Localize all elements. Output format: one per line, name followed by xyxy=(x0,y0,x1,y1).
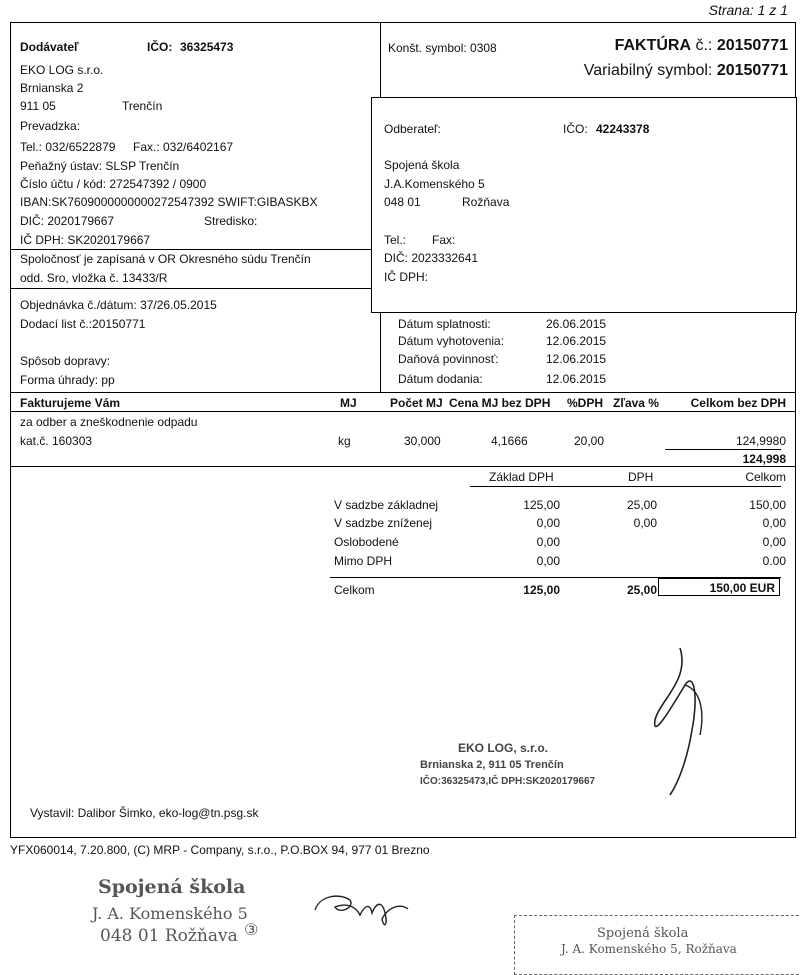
summary-total-vat: 25,00 xyxy=(626,583,657,597)
var-symbol-label: Variabilný symbol: xyxy=(583,62,713,79)
register-line-2: odd. Sro, vložka č. 13433/R xyxy=(20,271,168,285)
summary-row-vat: 25,00 xyxy=(626,498,657,512)
customer-zip: 048 01 xyxy=(384,195,421,209)
item-desc-2: kat.č. 160303 xyxy=(20,434,93,448)
customer-stamp-mark: ③ xyxy=(244,920,259,939)
summary-col-total: Celkom xyxy=(745,470,786,484)
supplier-ico-label: IČO: xyxy=(147,40,173,54)
summary-row-label: Oslobodené xyxy=(334,535,399,549)
customer-icdph: IČ DPH: xyxy=(384,270,429,284)
total-amount-box xyxy=(658,578,780,596)
var-symbol-line xyxy=(584,62,788,80)
invoice-number: 20150771 xyxy=(716,37,788,54)
supplier-iban: IBAN:SK7609000000000272547392 SWIFT:GIBASKBX xyxy=(20,195,318,209)
items-header-qty: Počet MJ xyxy=(390,396,443,410)
customer-ico: 42243378 xyxy=(596,122,650,136)
summary-total-base: 125,00 xyxy=(523,583,560,597)
customer-label: Odberateľ: xyxy=(384,122,441,136)
page-label: Strana: 1 z 1 xyxy=(708,2,788,18)
supplier-fax: Fax.: 032/6402167 xyxy=(133,140,234,154)
transport: Spôsob dopravy: xyxy=(20,354,111,368)
var-symbol: 20150771 xyxy=(716,62,788,79)
invoice-title: FAKTÚRA xyxy=(614,37,692,54)
total-amount: 150,00 EUR xyxy=(709,581,775,595)
date-label: Daňová povinnosť: xyxy=(398,352,499,366)
summary-row-total: 150,00 xyxy=(749,498,786,512)
date-value: 26.06.2015 xyxy=(546,317,607,331)
summary-row-vat: 0,00 xyxy=(633,516,657,530)
supplier-name: EKO LOG s.r.o. xyxy=(20,63,104,77)
konst-symbol: Konšt. symbol: 0308 xyxy=(388,41,497,55)
items-header-discount: Zľava % xyxy=(613,396,659,410)
receipt-stamp-line-1: Spojená škola xyxy=(597,926,689,941)
date-label: Dátum splatnosti: xyxy=(398,317,491,331)
customer-stamp-line-2: J. A. Komenského 5 xyxy=(92,904,248,923)
summary-header-line xyxy=(470,486,781,487)
summary-row-label: V sadzbe základnej xyxy=(334,498,439,512)
customer-street: J.A.Komenského 5 xyxy=(384,177,485,191)
invoice-number-label: č.: xyxy=(695,37,713,54)
frame-left xyxy=(10,22,11,838)
receipt-stamp xyxy=(514,915,800,975)
supplier-street: Brnianska 2 xyxy=(20,81,84,95)
item-qty: 30,000 xyxy=(404,434,441,448)
date-label: Dátum dodania: xyxy=(398,372,483,386)
customer-stamp-line-1: Spojená škola xyxy=(98,876,246,898)
customer-dic: DIČ: 2023332641 xyxy=(384,251,479,265)
supplier-bank: Peňažný ústav: SLSP Trenčín xyxy=(20,159,180,173)
register-line-1: Spoločnosť je zapísaná v OR Okresného súdu Trenčín xyxy=(20,252,311,266)
items-header-desc: Fakturujeme Vám xyxy=(20,396,121,410)
customer-signature xyxy=(310,885,420,930)
supplier-icdph: IČ DPH: SK2020179667 xyxy=(20,233,151,247)
supplier-account: Číslo účtu / kód: 272547392 / 0900 xyxy=(20,177,207,191)
software-footer: YFX060014, 7.20.800, (C) MRP - Company, s.r.o., P.O.BOX 94, 977 01 Brezno xyxy=(10,843,430,857)
summary-col-base: Základ DPH xyxy=(489,470,554,484)
summary-row-base: 0,00 xyxy=(536,535,560,549)
receipt-stamp-line-2: J. A. Komenského 5, Rožňava xyxy=(561,942,737,956)
summary-row-base: 0,00 xyxy=(536,516,560,530)
supplier-branch: Prevadzka: xyxy=(20,119,81,133)
items-header-vat: %DPH xyxy=(567,396,604,410)
summary-row-base: 125,00 xyxy=(523,498,560,512)
date-value: 12.06.2015 xyxy=(546,372,607,386)
summary-row-label: V sadzbe zníženej xyxy=(334,516,433,530)
frame-top xyxy=(10,22,796,23)
item-unit: kg xyxy=(338,434,351,448)
items-header-line xyxy=(10,411,796,412)
summary-total-label: Celkom xyxy=(334,583,375,597)
summary-row-total: 0.00 xyxy=(762,554,786,568)
payment-form: Forma úhrady: pp xyxy=(20,373,115,387)
customer-ico-label: IČO: xyxy=(563,122,588,136)
invoice-title-line xyxy=(615,37,788,55)
delivery-note: Dodací list č.:20150771 xyxy=(20,317,146,331)
date-label: Dátum vyhotovenia: xyxy=(398,334,505,348)
customer-fax-label: Fax: xyxy=(432,233,456,247)
supplier-city: Trenčín xyxy=(122,99,163,113)
date-value: 12.06.2015 xyxy=(546,334,607,348)
summary-row-label: Mimo DPH xyxy=(334,554,393,568)
supplier-stamp-line-3: IČO:36325473,IČ DPH:SK2020179667 xyxy=(420,776,596,787)
items-header-total: Celkom bez DPH xyxy=(690,396,786,410)
item-total: 124,9980 xyxy=(735,434,786,448)
supplier-ico: 36325473 xyxy=(180,40,234,54)
supplier-label: Dodávateľ xyxy=(20,40,79,54)
summary-top-line xyxy=(10,466,796,467)
subtotal-line xyxy=(665,449,781,450)
supplier-center: Stredisko: xyxy=(204,214,258,228)
supplier-signature xyxy=(640,640,720,800)
customer-city: Rožňava xyxy=(462,195,510,209)
summary-row-base: 0,00 xyxy=(536,554,560,568)
supplier-sep-1 xyxy=(10,249,372,250)
supplier-stamp-line-2: Brnianska 2, 911 05 Trenčín xyxy=(420,759,564,771)
summary-row-total: 0,00 xyxy=(762,516,786,530)
supplier-sep-2 xyxy=(10,288,372,289)
item-price: 4,1666 xyxy=(491,434,528,448)
summary-col-vat: DPH xyxy=(628,470,654,484)
issuer: Vystavil: Dalibor Šimko, eko-log@tn.psg.sk xyxy=(30,806,259,820)
customer-stamp-line-3: 048 01 Rožňava xyxy=(100,926,238,946)
frame-bottom xyxy=(10,837,796,838)
supplier-phone: Tel.: 032/6522879 xyxy=(20,140,116,154)
items-header-unit: MJ xyxy=(340,396,357,410)
summary-row-total: 0,00 xyxy=(762,535,786,549)
items-top-line xyxy=(10,392,796,393)
items-header-price: Cena MJ bez DPH xyxy=(449,396,551,410)
customer-name: Spojená škola xyxy=(384,158,460,172)
item-desc-1: za odber a zneškodnenie odpadu xyxy=(20,415,198,429)
supplier-dic: DIČ: 2020179667 xyxy=(20,214,115,228)
item-vat: 20,00 xyxy=(574,434,605,448)
order-line: Objednávka č./dátum: 37/26.05.2015 xyxy=(20,298,217,312)
supplier-zip: 911 05 xyxy=(20,99,56,113)
date-value: 12.06.2015 xyxy=(546,352,607,366)
items-subtotal: 124,998 xyxy=(742,452,786,466)
supplier-stamp-line-1: EKO LOG, s.r.o. xyxy=(458,741,549,755)
customer-phone-label: Tel.: xyxy=(384,233,407,247)
